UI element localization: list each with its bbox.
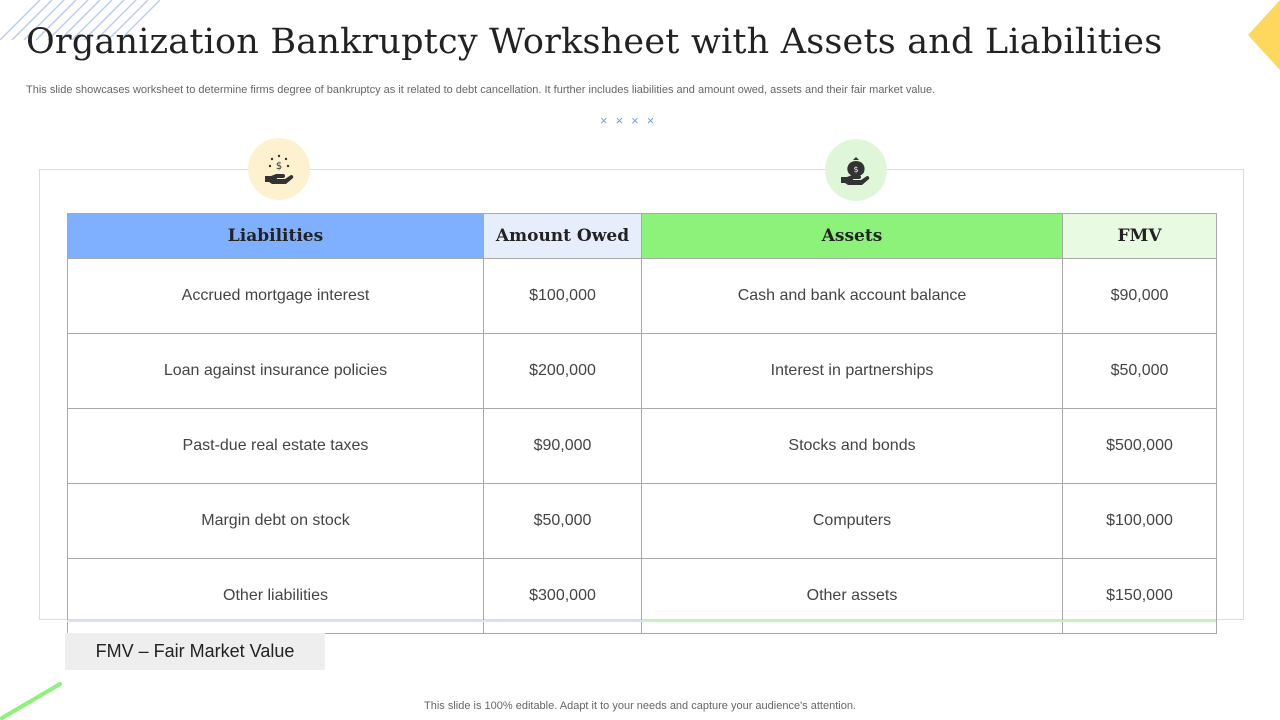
page-subtitle: This slide showcases worksheet to determine firms degree of bankruptcy as it related to debt cancellation. It further includes liabilities and amount owed, assets and their fair market value.	[26, 84, 936, 96]
divider-marks: ××××	[600, 113, 663, 128]
header-fmv: FMV	[1063, 214, 1217, 259]
fmv-cell: $500,000	[1063, 409, 1217, 484]
amount-owed-cell: $300,000	[484, 559, 642, 634]
table-row	[68, 334, 1217, 409]
header-liabilities: Liabilities	[68, 214, 484, 259]
assets-bottom-accent	[641, 620, 1216, 622]
asset-cell: Interest in partnerships	[642, 334, 1063, 409]
fmv-legend: FMV – Fair Market Value	[65, 633, 325, 670]
header-assets: Assets	[642, 214, 1063, 259]
table-row	[68, 559, 1217, 634]
money-bag-hand-icon	[839, 153, 873, 187]
asset-cell: Stocks and bonds	[642, 409, 1063, 484]
liability-cell: Margin debt on stock	[68, 484, 484, 559]
liability-cell: Other liabilities	[68, 559, 484, 634]
asset-cell: Cash and bank account balance	[642, 259, 1063, 334]
liability-cell: Past-due real estate taxes	[68, 409, 484, 484]
liabilities-bottom-accent	[67, 620, 641, 622]
table-row	[68, 259, 1217, 334]
fmv-cell: $150,000	[1063, 559, 1217, 634]
fmv-cell: $50,000	[1063, 334, 1217, 409]
page-title: Organization Bankruptcy Worksheet with Assets and Liabilities	[26, 22, 1163, 62]
liability-cell: Loan against insurance policies	[68, 334, 484, 409]
decorative-corner-diamond	[1240, 0, 1280, 70]
amount-owed-cell: $100,000	[484, 259, 642, 334]
assets-icon-badge	[825, 139, 887, 201]
amount-owed-cell: $50,000	[484, 484, 642, 559]
svg-text:$: $	[853, 165, 859, 174]
table-row	[68, 409, 1217, 484]
table-header-row	[68, 214, 1217, 259]
money-hand-icon	[262, 152, 296, 186]
liabilities-icon-badge	[248, 138, 310, 200]
fmv-cell: $90,000	[1063, 259, 1217, 334]
amount-owed-cell: $90,000	[484, 409, 642, 484]
asset-cell: Other assets	[642, 559, 1063, 634]
footer-note: This slide is 100% editable. Adapt it to your needs and capture your audience's attention.	[424, 700, 856, 712]
asset-cell: Computers	[642, 484, 1063, 559]
svg-text:$: $	[275, 161, 283, 172]
table-row	[68, 484, 1217, 559]
fmv-cell: $100,000	[1063, 484, 1217, 559]
amount-owed-cell: $200,000	[484, 334, 642, 409]
bankruptcy-worksheet-table	[67, 213, 1217, 634]
header-amount-owed: Amount Owed	[484, 214, 642, 259]
liability-cell: Accrued mortgage interest	[68, 259, 484, 334]
